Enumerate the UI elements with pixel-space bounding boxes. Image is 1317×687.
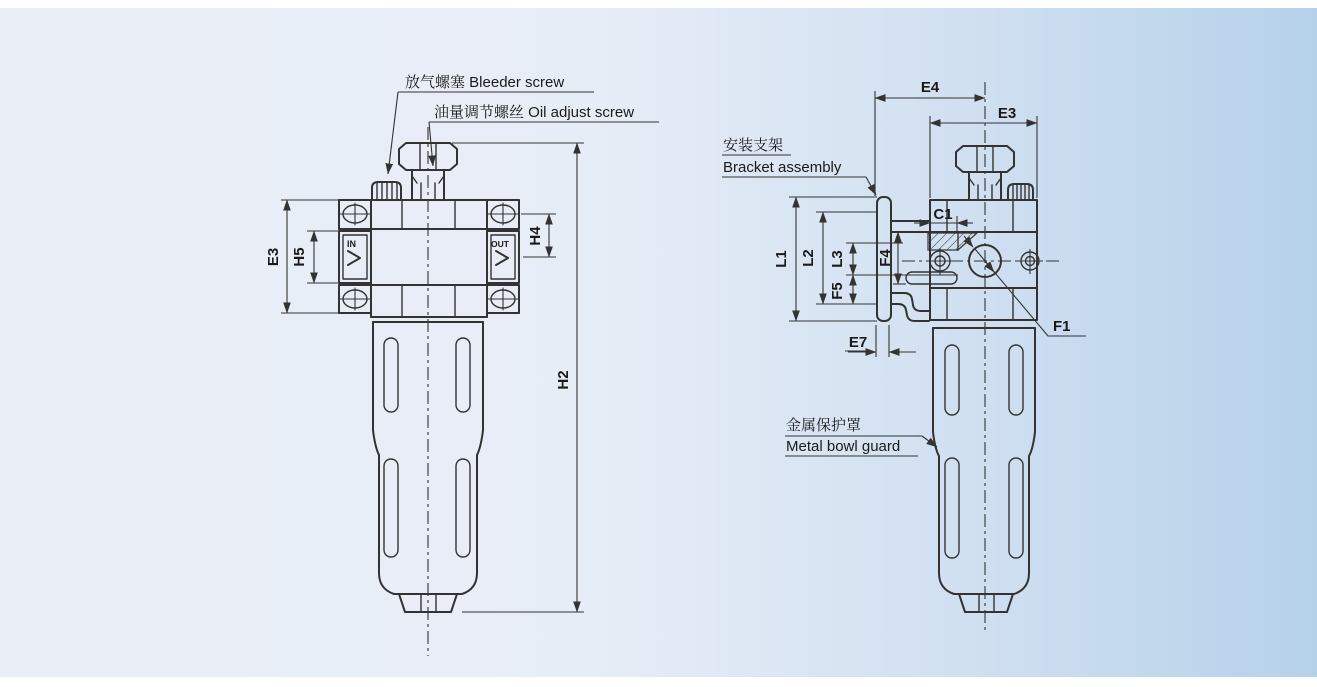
callout-bracket — [722, 136, 876, 195]
callout-bleeder-text: 放气螺塞 Bleeder screw — [405, 74, 565, 91]
callout-guard-zh: 金属保护罩 — [786, 417, 862, 434]
dim-f4-label: F4 — [877, 249, 894, 267]
dim-h5 — [291, 231, 339, 283]
callout-bleeder-screw — [388, 74, 594, 174]
callout-guard-en: Metal bowl guard — [786, 438, 901, 455]
flow-chevron-in — [348, 251, 360, 265]
bowl-side-view — [933, 328, 1035, 612]
dim-l1-label: L1 — [773, 250, 790, 268]
dim-l2-label: L2 — [800, 249, 817, 267]
dim-c1 — [914, 206, 973, 232]
callout-oil-adjust-text: 油量调节螺丝 Oil adjust screw — [434, 104, 635, 121]
callout-metal-bowl-guard — [785, 417, 937, 456]
callout-bracket-zh: 安装支架 — [723, 137, 784, 154]
body-left-view — [339, 200, 519, 317]
section-hatch-wedge — [958, 233, 977, 250]
dim-e3-right-label: E3 — [997, 105, 1017, 122]
dim-h2-label: H2 — [555, 370, 572, 390]
dim-h4-label: H4 — [527, 226, 544, 246]
dim-l1 — [773, 197, 877, 321]
flow-chevron-out — [496, 251, 508, 265]
dim-f5 — [829, 275, 853, 304]
side-screw-right — [1018, 249, 1043, 274]
dim-f1-label: F1 — [1053, 318, 1071, 335]
dim-l3-label: L3 — [829, 250, 846, 268]
dim-e7 — [845, 325, 916, 357]
side-screw-left — [927, 248, 954, 275]
dim-e3-left-label: E3 — [265, 247, 282, 267]
dim-f5-label: F5 — [829, 282, 846, 300]
body-side-view — [906, 200, 1043, 320]
callout-bracket-en: Bracket assembly — [723, 159, 842, 176]
callout-oil-adjust-screw — [429, 103, 659, 166]
section-hatch — [928, 233, 958, 250]
right-view — [722, 79, 1086, 634]
bleeder-screw — [372, 182, 401, 200]
dim-h4 — [521, 214, 556, 257]
dim-e4-label: E4 — [920, 79, 940, 96]
dim-h5-label: H5 — [291, 247, 308, 267]
port-in-label: IN — [347, 239, 356, 249]
port-out-label: OUT — [491, 239, 509, 249]
body-slot — [906, 272, 957, 284]
left-view — [265, 74, 659, 656]
bleeder-screw-side — [1008, 184, 1033, 200]
dim-c1-label: C1 — [933, 206, 953, 223]
dim-e7-label: E7 — [848, 334, 868, 351]
